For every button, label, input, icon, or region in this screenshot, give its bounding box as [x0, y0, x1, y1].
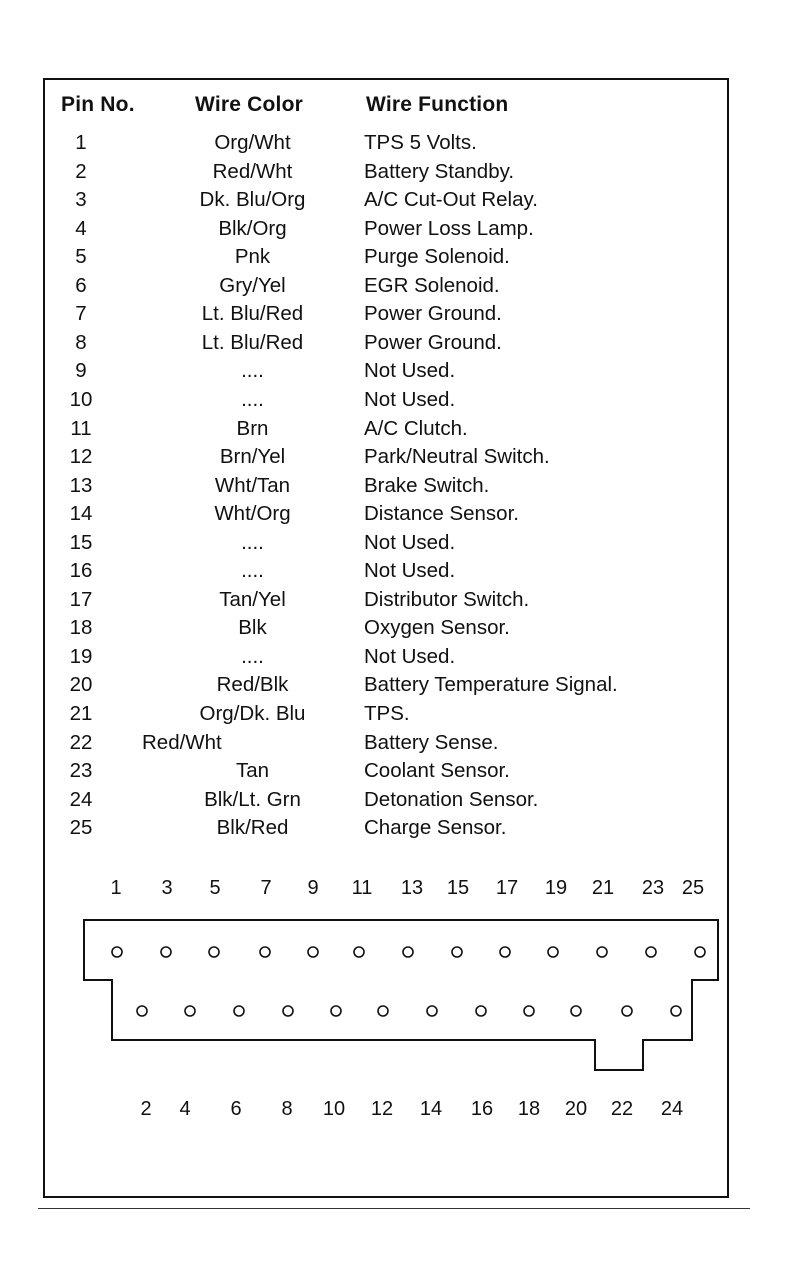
pin-label: 10 [322, 1098, 346, 1120]
pin-label: 5 [209, 877, 221, 899]
pin-number: 8 [75, 330, 87, 354]
wire-color: .... [241, 359, 264, 383]
pin-number: 5 [75, 245, 87, 269]
pin-socket [283, 1006, 293, 1016]
pin-label: 6 [230, 1098, 242, 1120]
pin-label: 4 [179, 1098, 191, 1120]
pin-number: 10 [69, 387, 93, 411]
wire-color: Brn [236, 416, 269, 440]
pin-number: 12 [69, 445, 93, 469]
wire-function: Purge Solenoid. [364, 245, 510, 269]
wire-function: Oxygen Sensor. [364, 616, 510, 640]
pin-socket [622, 1006, 632, 1016]
wire-color: Lt. Blu/Red [201, 302, 304, 326]
wire-function: A/C Clutch. [364, 416, 468, 440]
wire-function: Battery Sense. [364, 730, 499, 754]
pin-label: 1 [110, 877, 122, 899]
header-pin-no: Pin No. [61, 93, 135, 116]
wire-function: Battery Temperature Signal. [364, 673, 618, 697]
header-wire-color: Wire Color [195, 93, 303, 116]
wire-function: Not Used. [364, 387, 456, 411]
wire-color: Tan [235, 759, 270, 783]
pin-socket [209, 947, 219, 957]
pin-socket [403, 947, 413, 957]
pin-label: 25 [681, 877, 705, 899]
pin-number: 25 [69, 816, 93, 840]
pin-number: 1 [75, 131, 87, 154]
wire-color: .... [241, 559, 264, 583]
top-pin-labels [110, 877, 704, 899]
pin-number: 24 [69, 787, 93, 811]
wire-color: .... [241, 387, 264, 411]
top-pin-row [112, 947, 705, 957]
wire-color: Red/Wht [142, 730, 222, 754]
pin-number: 14 [69, 502, 93, 526]
pin-socket [695, 947, 705, 957]
wire-function: Not Used. [364, 530, 456, 554]
pin-socket [378, 1006, 388, 1016]
pin-label: 12 [370, 1098, 394, 1120]
pin-label: 17 [495, 877, 519, 899]
pin-socket [331, 1006, 341, 1016]
pin-socket [500, 947, 510, 957]
wire-function: Power Ground. [364, 330, 502, 354]
pin-number: 22 [69, 730, 93, 754]
wire-color: Pnk [234, 245, 271, 269]
pin-socket [646, 947, 656, 957]
wire-function: TPS. [364, 702, 410, 725]
pin-socket [161, 947, 171, 957]
wire-color: Org/Dk. Blu [199, 702, 306, 725]
pin-number: 9 [75, 359, 87, 383]
pin-label: 11 [351, 877, 373, 899]
wire-function: Power Loss Lamp. [364, 216, 534, 240]
pin-number: 16 [69, 559, 93, 583]
wire-color: Red/Blk [216, 673, 289, 697]
wire-function: Charge Sensor. [364, 816, 507, 840]
pin-label: 2 [140, 1098, 152, 1120]
pin-socket [548, 947, 558, 957]
wire-function: Distance Sensor. [364, 502, 519, 526]
wire-color: Red/Wht [212, 159, 293, 183]
pin-number: 17 [69, 587, 93, 611]
pin-label: 20 [564, 1098, 588, 1120]
pin-number: 19 [69, 644, 93, 668]
wire-function: Not Used. [364, 359, 456, 383]
pin-number: 11 [70, 416, 92, 440]
pin-label: 19 [544, 877, 568, 899]
wire-color: Blk/Red [216, 816, 289, 840]
wire-color: Blk/Org [218, 216, 287, 240]
pin-number: 2 [75, 159, 87, 183]
wire-function: Power Ground. [364, 302, 502, 326]
pin-label: 8 [281, 1098, 293, 1120]
wire-color: Dk. Blu/Org [199, 188, 306, 212]
pin-socket [354, 947, 364, 957]
pin-label: 3 [161, 877, 173, 899]
pin-number: 6 [75, 273, 87, 297]
pin-socket [185, 1006, 195, 1016]
wire-color: Wht/Tan [214, 473, 291, 497]
pin-label: 24 [660, 1098, 684, 1120]
wire-color: .... [241, 644, 264, 668]
pin-label: 9 [307, 877, 319, 899]
pin-socket [137, 1006, 147, 1016]
pin-socket [671, 1006, 681, 1016]
wire-function: TPS 5 Volts. [364, 131, 477, 154]
wire-color: Gry/Yel [219, 273, 286, 297]
pin-label: 23 [641, 877, 665, 899]
pin-socket [452, 947, 462, 957]
pin-socket [427, 1006, 437, 1016]
pin-number: 23 [69, 759, 93, 783]
wire-function: Distributor Switch. [364, 587, 530, 611]
pin-number: 21 [69, 702, 93, 725]
pin-socket [571, 1006, 581, 1016]
wire-function: Coolant Sensor. [364, 759, 510, 783]
wire-function: Battery Standby. [364, 159, 515, 183]
connector-outline [84, 920, 718, 1070]
pin-label: 21 [591, 877, 615, 899]
pin-number: 7 [75, 302, 87, 326]
wire-color: Lt. Blu/Red [201, 330, 304, 354]
wire-function: Park/Neutral Switch. [364, 445, 550, 469]
pin-label: 15 [446, 877, 470, 899]
pin-number: 4 [75, 216, 87, 240]
header-wire-function: Wire Function [366, 93, 509, 116]
wire-color: Tan/Yel [219, 587, 286, 611]
pin-number: 20 [69, 673, 93, 697]
wire-function: Detonation Sensor. [364, 787, 539, 811]
wire-color: Org/Wht [214, 131, 291, 154]
bottom-pin-labels [140, 1098, 683, 1120]
pin-socket [524, 1006, 534, 1016]
wire-function: A/C Cut-Out Relay. [364, 188, 538, 212]
wire-function: Not Used. [364, 644, 456, 668]
wire-color: Blk/Lt. Grn [204, 787, 301, 811]
pin-socket [308, 947, 318, 957]
pin-number: 18 [69, 616, 93, 640]
wire-function: Not Used. [364, 559, 456, 583]
bottom-pin-row [137, 1006, 681, 1016]
wire-color: Wht/Org [214, 502, 291, 526]
pin-socket [597, 947, 607, 957]
pin-number: 3 [75, 188, 87, 212]
wire-color: .... [241, 530, 264, 554]
pin-socket [260, 947, 270, 957]
pin-number: 15 [69, 530, 93, 554]
pin-label: 13 [400, 877, 424, 899]
pin-socket [476, 1006, 486, 1016]
wire-color: Blk [238, 616, 267, 640]
pin-socket [112, 947, 122, 957]
pin-label: 22 [610, 1098, 634, 1120]
pin-label: 14 [419, 1098, 443, 1120]
wire-color: Brn/Yel [219, 445, 286, 469]
pin-socket [234, 1006, 244, 1016]
pin-label: 18 [517, 1098, 541, 1120]
pin-label: 16 [470, 1098, 494, 1120]
wire-function: Brake Switch. [364, 473, 490, 497]
pin-label: 7 [260, 877, 272, 899]
pin-number: 13 [69, 473, 93, 497]
wire-function: EGR Solenoid. [364, 273, 500, 297]
